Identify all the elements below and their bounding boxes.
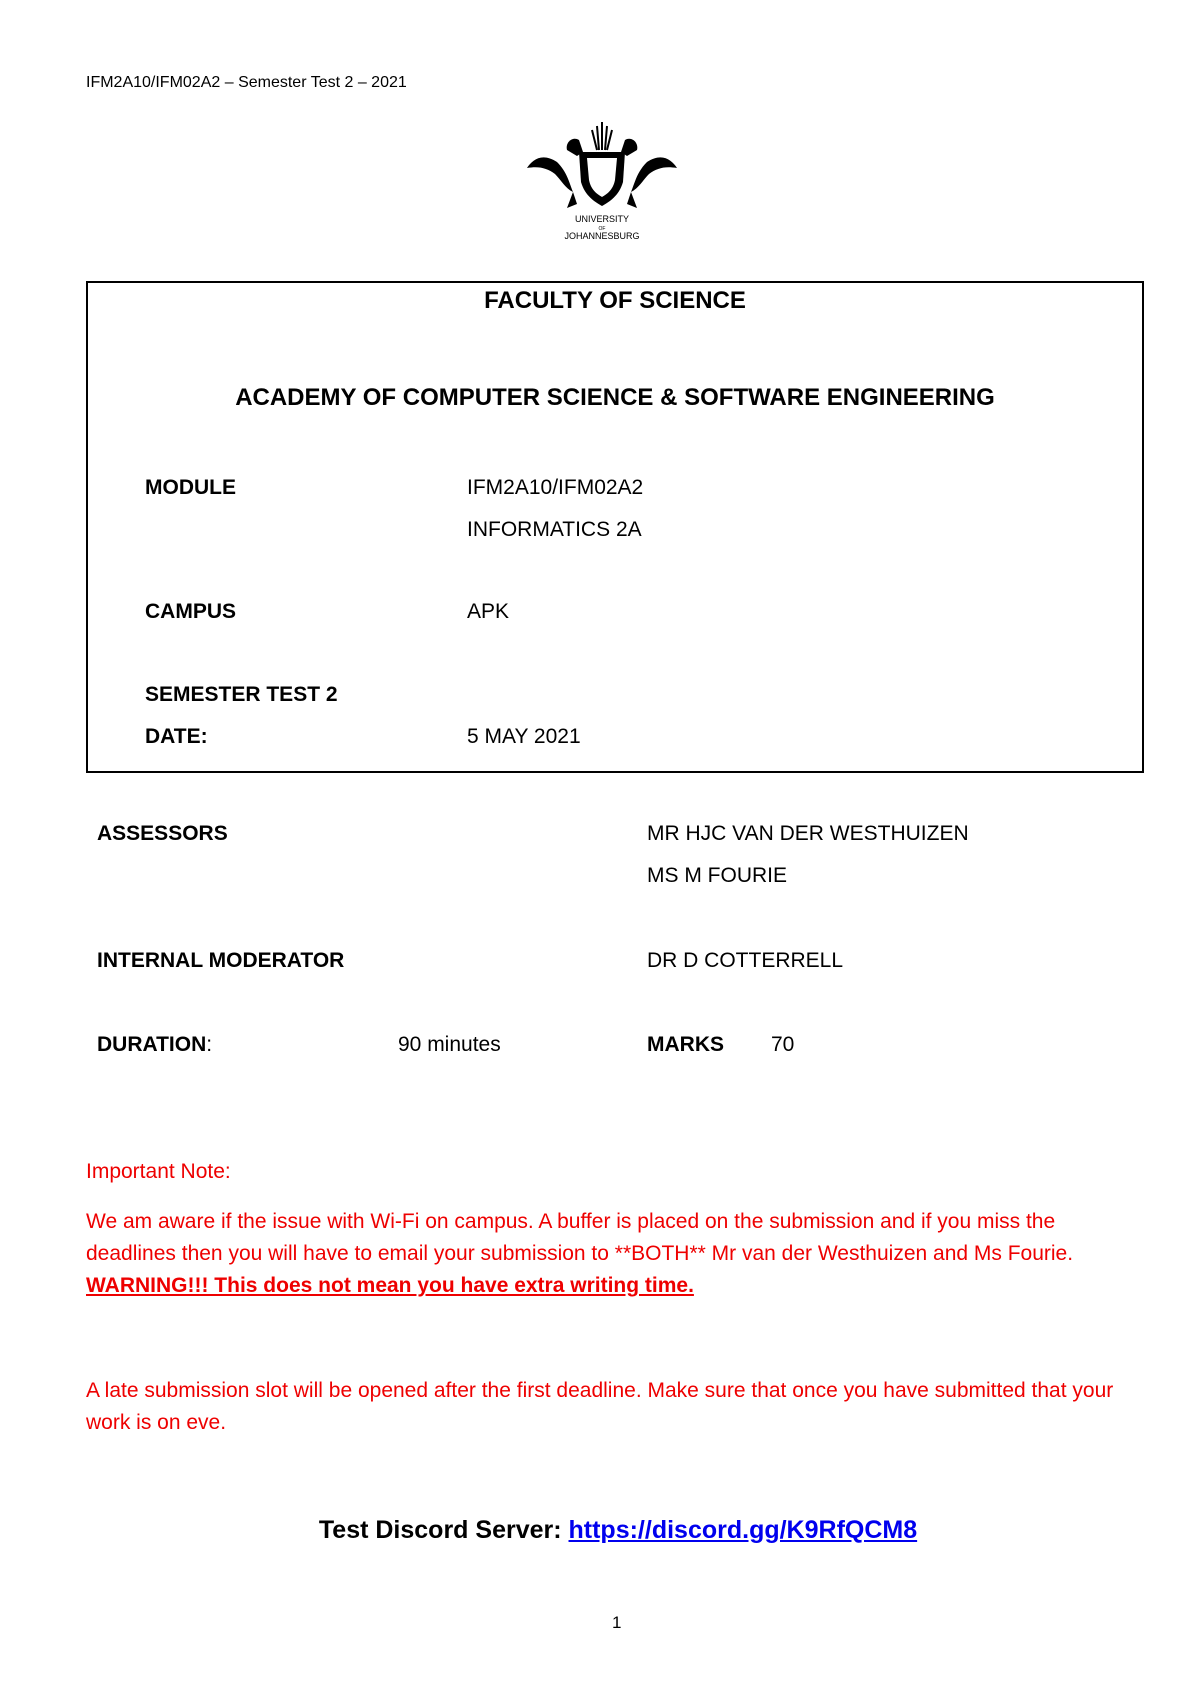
moderator-value: DR D COTTERRELL <box>647 949 844 972</box>
semester-test-label: SEMESTER TEST 2 <box>145 683 338 706</box>
date-label: DATE: <box>145 725 208 748</box>
duration-label-group <box>97 1033 212 1057</box>
campus-label: CAMPUS <box>145 600 237 623</box>
moderator-label: INTERNAL MODERATOR <box>97 949 345 972</box>
module-label: MODULE <box>145 476 236 499</box>
duration-label: DURATION <box>97 1033 207 1056</box>
date-value: 5 MAY 2021 <box>467 725 581 748</box>
logo-line1: UNIVERSITY <box>574 214 630 224</box>
assessor-2: MS M FOURIE <box>647 864 787 887</box>
duration-colon: : <box>206 1033 213 1056</box>
campus-value: APK <box>467 600 510 623</box>
note-body-text: We am aware if the issue with Wi-Fi on campus. A buffer is placed on the submission and if you miss the deadlines then you will have to email your submission to **BOTH** Mr van der Westhuizen and Ms Fourie. <box>86 1210 1074 1265</box>
discord-label: Test Discord Server: <box>318 1516 569 1544</box>
discord-link[interactable]: https://discord.gg/K9RfQCM8 <box>568 1516 918 1544</box>
running-header: IFM2A10/IFM02A2 – Semester Test 2 – 2021 <box>86 74 407 91</box>
warning-text: WARNING!!! This does not mean you have extra writing time. <box>86 1274 694 1297</box>
module-code: IFM2A10/IFM02A2 <box>467 476 644 499</box>
marks-value: 70 <box>771 1033 795 1056</box>
module-name: INFORMATICS 2A <box>467 518 642 541</box>
university-crest-logo <box>527 122 677 242</box>
assessors-label: ASSESSORS <box>97 822 228 845</box>
assessor-1: MR HJC VAN DER WESTHUIZEN <box>647 822 969 845</box>
marks-label: MARKS <box>647 1033 724 1056</box>
logo-line3: JOHANNESBURG <box>564 231 640 241</box>
discord-line <box>0 1516 1200 1545</box>
faculty-title: FACULTY OF SCIENCE <box>484 287 746 314</box>
logo-line2: OF <box>598 226 606 232</box>
cover-info-box <box>86 281 1144 773</box>
note-paragraph-2: A late submission slot will be opened after the first deadline. Make sure that once you have submitted that your work is on eve. <box>86 1379 1114 1434</box>
note-paragraph-1 <box>86 1206 1136 1302</box>
important-note-heading: Important Note: <box>86 1160 231 1183</box>
duration-value: 90 minutes <box>398 1033 501 1056</box>
academy-title: ACADEMY OF COMPUTER SCIENCE & SOFTWARE ENGINEERING <box>235 384 995 411</box>
page-number: 1 <box>612 1613 622 1632</box>
